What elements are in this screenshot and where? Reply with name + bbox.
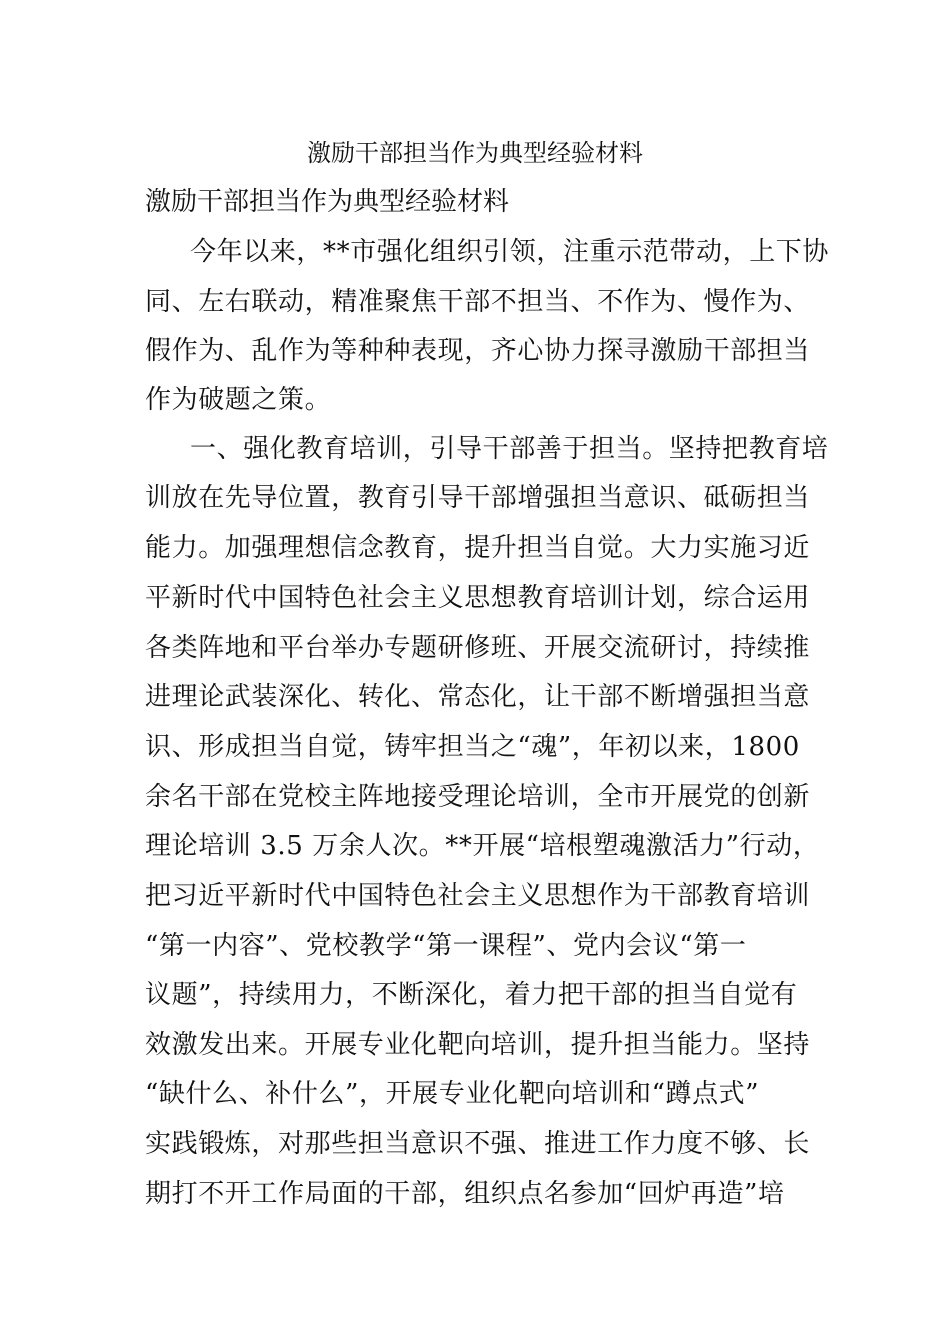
paragraph-line: 识、形成担当自觉，铸牢担当之“魂”，年初以来，1800 (145, 732, 800, 762)
paragraph-line: 能力。加强理想信念教育，提升担当自觉。大力实施习近 (145, 533, 811, 563)
document-subtitle: 激励干部担当作为典型经验材料 (145, 187, 510, 217)
paragraph-line: 进理论武装深化、转化、常态化，让干部不断增强担当意 (145, 682, 811, 712)
paragraph-line: “第一内容”、党校教学“第一课程”、党内会议“第一 (145, 931, 747, 961)
paragraph-line: 把习近平新时代中国特色社会主义思想作为干部教育培训 (145, 881, 811, 911)
paragraph-line: 效激发出来。开展专业化靶向培训，提升担当能力。坚持 (145, 1030, 811, 1060)
paragraph-line: 余名干部在党校主阵地接受理论培训，全市开展党的创新 (145, 782, 811, 812)
paragraph-line: 各类阵地和平台举办专题研修班、开展交流研讨，持续推 (145, 633, 811, 663)
document-title: 激励干部担当作为典型经验材料 (307, 139, 643, 167)
paragraph-line: 期打不开工作局面的干部，组织点名参加“回炉再造”培 (145, 1179, 785, 1209)
paragraph-line: 理论培训 3.5 万余人次。**开展“培根塑魂激活力”行动， (145, 831, 820, 861)
paragraph-line: 训放在先导位置，教育引导干部增强担当意识、砥砺担当 (145, 483, 811, 513)
paragraph-line: 一、强化教育培训，引导干部善于担当。坚持把教育培 (190, 434, 829, 464)
paragraph-line: 作为破题之策。 (145, 385, 332, 415)
paragraph-line: 同、左右联动，精准聚焦干部不担当、不作为、慢作为、 (145, 287, 811, 317)
paragraph-line: 实践锻炼，对那些担当意识不强、推进工作力度不够、长 (145, 1129, 811, 1159)
paragraph-line: 议题”，持续用力，不断深化，着力把干部的担当自觉有 (145, 980, 798, 1010)
paragraph-line: 平新时代中国特色社会主义思想教育培训计划，综合运用 (145, 583, 811, 613)
paragraph-line: 今年以来，**市强化组织引领，注重示范带动，上下协 (190, 237, 830, 267)
paragraph-line: “缺什么、补什么”，开展专业化靶向培训和“蹲点式” (145, 1079, 760, 1109)
paragraph-line: 假作为、乱作为等种种表现，齐心协力探寻激励干部担当 (145, 336, 811, 366)
